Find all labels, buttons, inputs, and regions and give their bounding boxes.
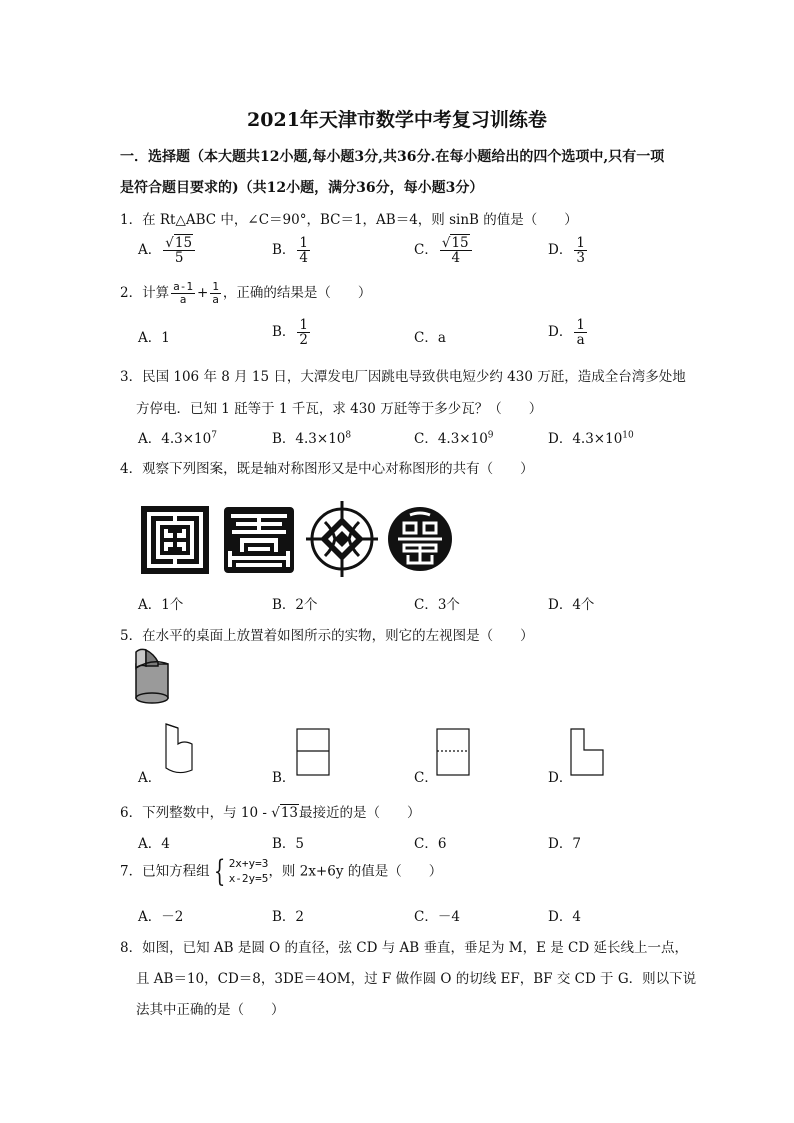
q5-option-b[interactable]: B． [272,770,296,786]
q3-d-base: D．4.3×10 [548,431,623,447]
question-4-text: 4．观察下列图案，既是轴对称图形又是中心对称图形的共有（ ） [120,461,534,477]
q7-suffix: ，则 2x+6y 的值是（ ） [268,863,443,880]
q3-option-d[interactable] [548,427,634,447]
q2-b-denominator: 2 [299,332,309,349]
q4-pattern-3-circle-diamond [305,500,379,578]
q1-option-d[interactable] [548,236,589,265]
q4-option-d[interactable]: D．4个 [548,597,595,613]
q2-option-c[interactable]: C．a [414,330,446,346]
question-8-line1: 8．如图，已知 AB 是圆 O 的直径，弦 CD 与 AB 垂直，垂足为 M，E 是 CD 延长线上一点， [120,940,688,956]
q3-c-base: C．4.3×10 [414,431,488,447]
q1-c-denominator: 4 [451,250,461,267]
q2-f2-denominator: a [212,293,219,306]
question-7-text [120,854,443,889]
q2-d-denominator: a [576,332,585,349]
q5-option-d-figure [570,728,604,776]
q3-c-exponent: 9 [487,430,494,441]
left-brace: { [213,854,225,889]
q7-equation-2: x-2y=5 [228,872,269,885]
q5-option-a-figure [160,722,200,778]
section-heading-line1: 一．选择题（本大题共12小题,每小题3分,共36分.在每小题给出的四个选项中,只有一项 [120,149,665,165]
q3-a-base: A．4.3×10 [138,431,212,447]
q2-f2-numerator: 1 [212,280,219,294]
q1-d-numerator: 1 [576,235,585,251]
q4-option-b[interactable]: B．2个 [272,597,318,613]
sqrt-symbol: √ [271,805,280,821]
q3-a-exponent: 7 [211,430,217,441]
q3-d-exponent: 10 [622,430,634,441]
q6-option-d[interactable]: D．7 [548,836,581,852]
q4-option-c[interactable]: C．3个 [414,597,460,613]
q5-option-b-figure [296,728,330,776]
q6-suffix: 最接近的是（ ） [299,805,421,821]
q7-option-a[interactable]: A．－2 [138,909,184,925]
q2-suffix: ，正确的结果是（ ） [222,285,372,301]
q6-radicand: 13 [280,805,298,821]
question-5-text: 5．在水平的桌面上放置着如图所示的实物，则它的左视图是（ ） [120,628,534,644]
q1-a-radicand: 15 [174,235,193,251]
q2-option-a[interactable]: A．1 [138,330,170,346]
q1-b-denominator: 4 [299,250,309,267]
q2-b-numerator: 1 [299,317,309,333]
q3-option-a[interactable] [138,427,217,447]
q7-equation-1: 2x+y=3 [228,857,269,871]
q5-option-d[interactable]: D． [548,770,573,786]
q1-c-radicand: 15 [451,235,469,251]
q1-option-b[interactable] [272,236,312,265]
q2-option-b[interactable] [272,318,312,347]
q4-pattern-2-seal [222,505,296,575]
q1-a-denominator: 5 [174,250,184,267]
q5-object-figure [132,646,172,706]
question-8-line3: 法其中正确的是（ ） [136,1002,285,1018]
q2-f1-numerator: a-1 [173,280,193,294]
q2-prefix: 2．计算 [120,285,170,301]
q7-option-c[interactable]: C．－4 [414,909,460,925]
q1-b-numerator: 1 [299,235,309,251]
q4-pattern-1-square-maze [140,505,210,575]
question-8-line2: 且 AB＝10，CD＝8，3DE＝4OM，过 F 做作圆 O 的切线 EF，BF 交 CD 于 G．则以下说 [136,971,697,987]
q2-d-numerator: 1 [576,317,585,333]
q6-option-b[interactable]: B．5 [272,836,305,852]
q2-option-b-label: B． [272,324,296,341]
question-3-line1: 3．民国 106 年 8 月 15 日，大潭发电厂因跳电导致供电短少约 430 万瓩，造成全台湾多处地 [120,369,686,385]
q1-option-a-label: A． [138,242,162,259]
q1-option-a[interactable]: A． $\frac{√15}{5}$ [138,236,197,265]
q5-option-c[interactable]: C． [414,770,438,786]
q6-prefix: 6．下列整数中，与 10 - [120,805,272,821]
q3-b-base: B．4.3×10 [272,431,346,447]
q1-d-denominator: 3 [576,250,585,267]
q1-option-c-label: C． [414,242,438,259]
q1-option-b-label: B． [272,242,296,259]
q7-option-b[interactable]: B．2 [272,909,305,925]
question-1-text: 1．在 Rt△ABC 中，∠C＝90°，BC＝1，AB＝4，则 sinB 的值是（ ） [120,212,578,228]
q2-option-d[interactable] [548,318,589,347]
q2-plus: + [196,285,209,301]
q6-option-a[interactable]: A．4 [138,836,170,852]
question-3-line2: 方停电．已知 1 瓩等于 1 千瓦，求 430 万瓩等于多少瓦？（ ） [136,401,543,417]
q6-option-c[interactable]: C．6 [414,836,447,852]
q5-option-c-figure [436,728,470,776]
q2-option-d-label: D． [548,324,573,341]
page-title: 2021年天津市数学中考复习训练卷 [247,109,547,131]
section-heading-line2: 是符合题目要求的)（共12小题，满分36分，每小题3分） [120,180,484,196]
q1-option-c[interactable]: C． $\frac{√15}{4}$ [414,236,474,265]
q5-option-a[interactable]: A． [138,770,162,786]
q4-option-a[interactable]: A．1个 [138,597,184,613]
q7-option-d[interactable]: D．4 [548,909,581,925]
q1-option-d-label: D． [548,242,573,259]
question-6-text [120,801,421,821]
question-2-text [120,281,371,306]
q7-prefix: 7．已知方程组 [120,863,210,880]
q3-option-b[interactable] [272,427,351,447]
q3-option-c[interactable] [414,427,494,447]
q2-f1-denominator: a [179,293,187,306]
q3-b-exponent: 8 [345,430,352,441]
q4-pattern-4-circle-knot [386,505,454,573]
